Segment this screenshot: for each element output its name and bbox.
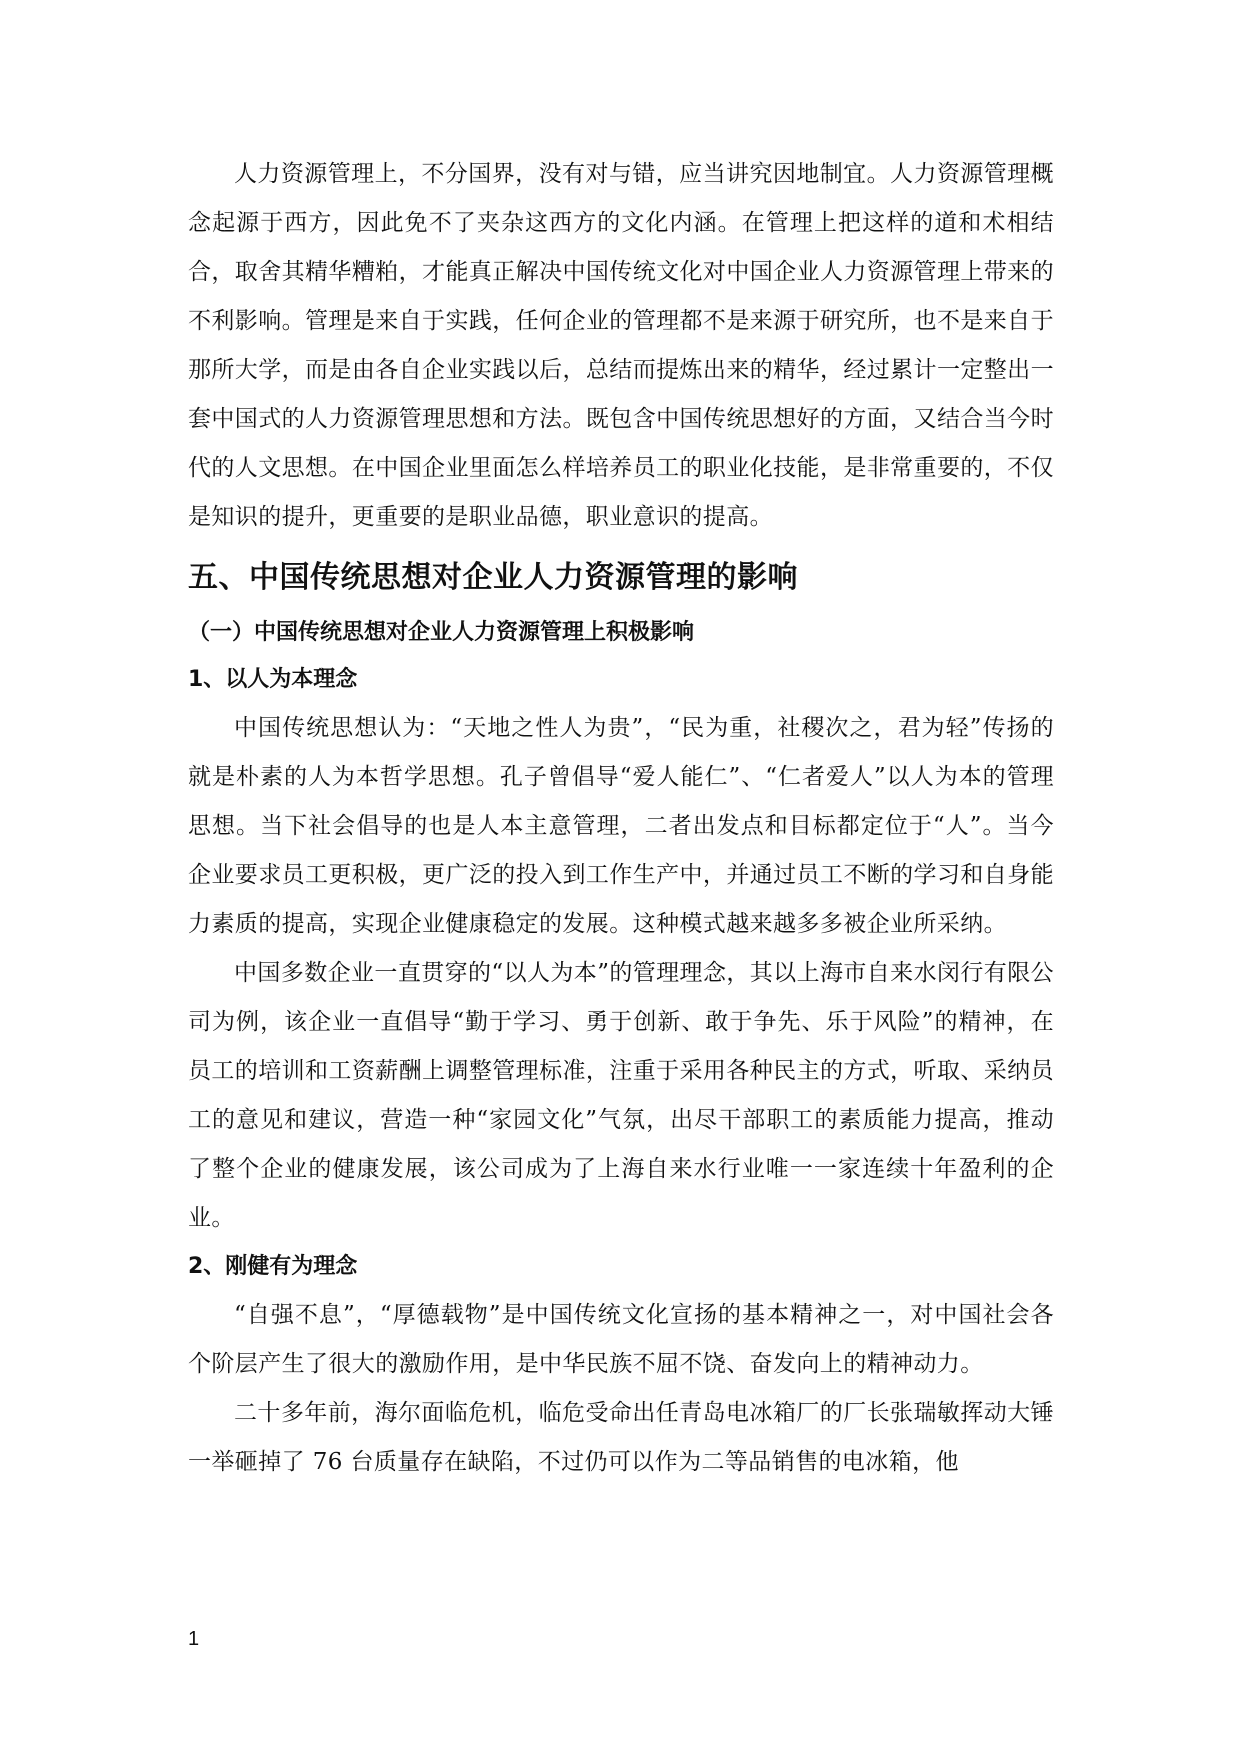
- body-paragraph: 中国传统思想认为：“天地之性人为贵”，“民为重，社稷次之，君为轻”传扬的就是朴素的人为本哲学思想。孔子曾倡导“爱人能仁”、“仁者爱人”以人为本的管理思想。当下社会倡导的也是人本主意管理，二者出发点和目标都定位于“人”。当今企业要求员工更积极，更广泛的投入到工作生产中，并通过员工不断的学习和自身能力素质的提高，实现企业健康稳定的发展。这种模式越来越多多被企业所采纳。: [188, 715, 1054, 937]
- body-paragraph: 中国多数企业一直贯穿的“以人为本”的管理理念，其以上海市自来水闵行有限公司为例，该企业一直倡导“勤于学习、勇于创新、敢于争先、乐于风险”的精神，在员工的培训和工资薪酬上调整管理标准，注重于采用各种民主的方式，听取、采纳员工的意见和建议，营造一种“家园文化”气氛，出尽干部职工的素质能力提高，推动了整个企业的健康发展，该公司成为了上海自来水行业唯一一家连续十年盈利的企业。: [188, 960, 1054, 1231]
- body-paragraph: 人力资源管理上，不分国界，没有对与错，应当讲究因地制宜。人力资源管理概念起源于西方，因此免不了夹杂这西方的文化内涵。在管理上把这样的道和术相结合，取舍其精华糟粕，才能真正解决中国传统文化对中国企业人力资源管理上带来的不利影响。管理是来自于实践，任何企业的管理都不是来源于研究所，也不是来自于那所大学，而是由各自企业实践以后，总结而提炼出来的精华，经过累计一定整出一套中国式的人力资源管理思想和方法。既包含中国传统思想好的方面，又结合当今时代的人文思想。在中国企业里面怎么样培养员工的职业化技能，是非常重要的，不仅是知识的提升，更重要的是职业品德，职业意识的提高。: [188, 161, 1054, 530]
- item-heading-vigorous-action: 2、刚健有为理念: [188, 1254, 358, 1279]
- body-paragraph: “自强不息”，“厚德载物”是中国传统文化宣扬的基本精神之一，对中国社会各个阶层产生了很大的激励作用，是中华民族不屈不饶、奋发向上的精神动力。: [188, 1302, 1054, 1377]
- item-heading-people-oriented: 1、以人为本理念: [188, 667, 358, 692]
- subsection-heading: （一）中国传统思想对企业人力资源管理上积极影响: [188, 620, 695, 645]
- page-number: 1: [188, 1628, 200, 1650]
- page-content: [188, 150, 1054, 1487]
- section-heading: 五、中国传统思想对企业人力资源管理的影响: [188, 560, 798, 595]
- body-paragraph: 二十多年前，海尔面临危机，临危受命出任青岛电冰箱厂的厂长张瑞敏挥动大锤一举砸掉了 76 台质量存在缺陷，不过仍可以作为二等品销售的电冰箱，他: [188, 1400, 1054, 1475]
